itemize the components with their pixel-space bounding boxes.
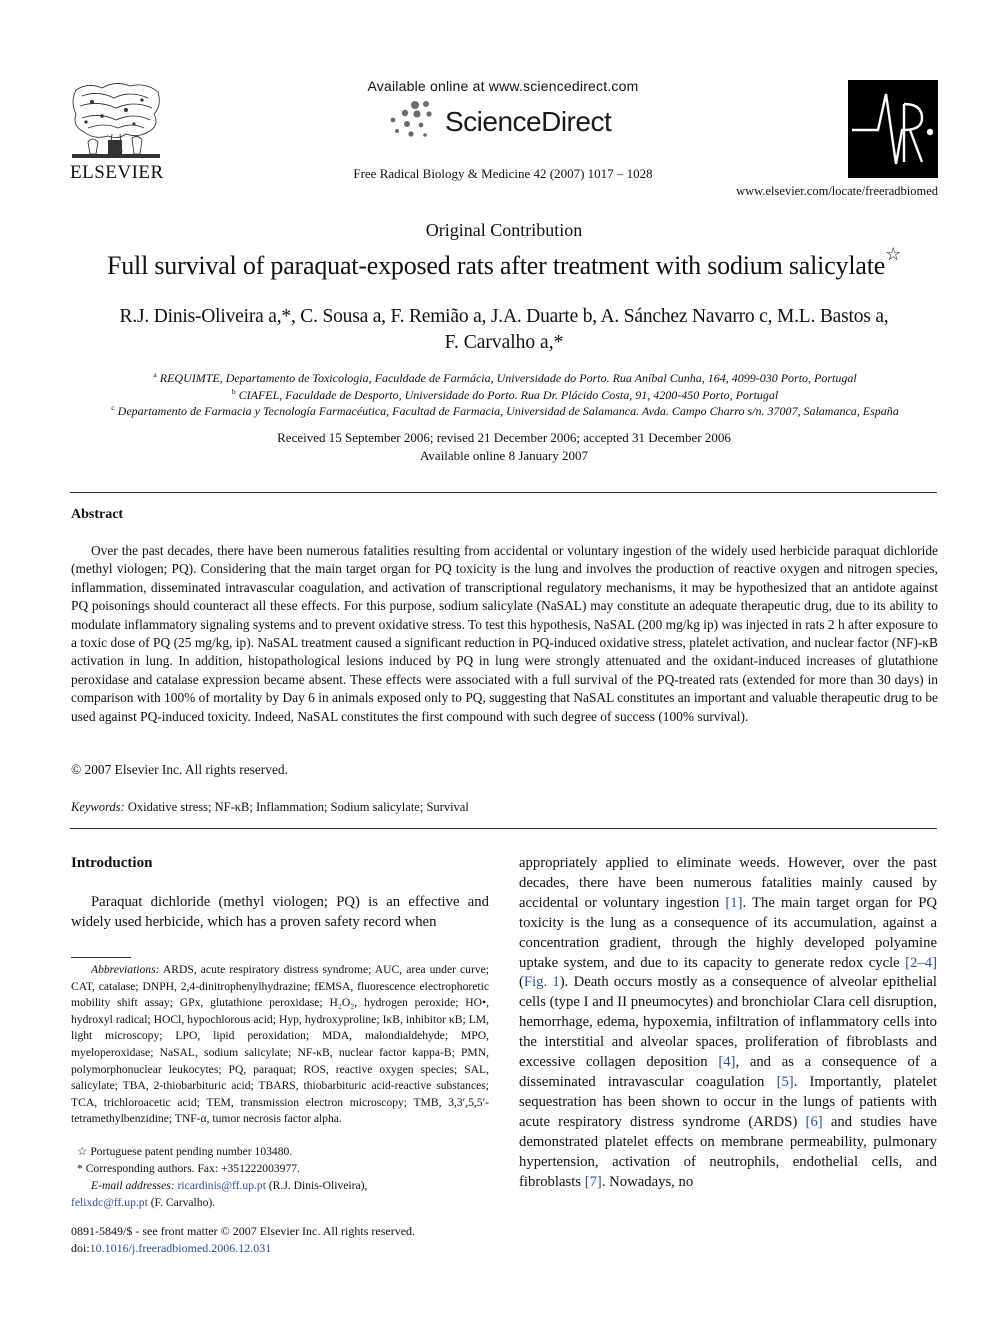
email-label: E-mail addresses: xyxy=(91,1179,175,1192)
keywords xyxy=(71,800,469,815)
email-footnote-2 xyxy=(71,1195,215,1212)
issn-line: 0891-5849/$ - see front matter © 2007 Elsevier Inc. All rights reserved. xyxy=(71,1224,416,1238)
affiliation-mark: c xyxy=(111,403,115,412)
right-text-2: . The main target organ for PQ toxicity is the lung as a consequence of its accumulation, against a concentration gradient, through the highly developed polyamine uptake system, and due to its capacity to generate redox cycle xyxy=(519,894,937,971)
journal-citation: Free Radical Biology & Medicine 42 (2007) 1017 – 1028 xyxy=(353,166,653,181)
elsevier-tree-icon xyxy=(68,80,164,162)
affiliation-text: CIAFEL, Faculdade de Desporto, Universidade do Porto. Rua Dr. Plácido Costa, 91, 4200-450 Porto, Portugal xyxy=(238,387,779,402)
figure-ref-1[interactable]: Fig. 1 xyxy=(523,974,560,991)
doi-link[interactable]: 10.1016/j.freeradbiomed.2006.12.031 xyxy=(89,1241,272,1255)
authors-line-1 xyxy=(0,306,992,328)
affiliation-mark: a xyxy=(153,370,157,379)
corresponding-star: * xyxy=(77,1162,83,1175)
affiliation-c xyxy=(60,403,950,420)
elsevier-logo xyxy=(68,80,164,184)
corresponding-footnote xyxy=(77,1161,300,1178)
citation-ref-2-4[interactable]: [2–4] xyxy=(905,954,937,971)
email-link-2[interactable]: felixdc@ff.up.pt xyxy=(71,1196,148,1209)
available-online-date: Available online 8 January 2007 xyxy=(420,448,588,463)
received-dates: Received 15 September 2006; revised 21 December 2006; accepted 31 December 2006 xyxy=(277,430,731,445)
abbreviations-label: Abbreviations: xyxy=(91,963,160,976)
divider-top xyxy=(70,492,937,493)
affiliations xyxy=(60,370,950,420)
corresponding-text: Corresponding authors. Fax: +351222003977. xyxy=(85,1162,300,1175)
frbm-pulse-icon xyxy=(848,80,938,178)
affiliation-mark: b xyxy=(231,386,236,396)
email-name-2: (F. Carvalho). xyxy=(147,1196,216,1209)
citation-ref-7[interactable]: [7] xyxy=(584,1173,602,1190)
right-text-1: appropriately applied to eliminate weeds. However, over the past decades, there have been numerous fatalities mainly caused by accidental or voluntary ingestion xyxy=(519,855,937,911)
affiliation-a xyxy=(60,370,950,387)
sciencedirect-logo xyxy=(385,100,625,144)
available-online-text[interactable]: Available online at www.sciencedirect.com xyxy=(367,78,639,94)
article-title xyxy=(0,244,992,281)
intro-paragraph-left: Paraquat dichloride (methyl viologen; PQ) is an effective and widely used herbicide, which has a proven safety record when xyxy=(71,894,489,930)
patent-text: Portuguese patent pending number 103480. xyxy=(90,1145,293,1158)
citation-ref-4[interactable]: [4] xyxy=(718,1054,736,1071)
authors-text-2: F. Carvalho a,* xyxy=(444,332,564,353)
section-type: Original Contribution xyxy=(425,220,583,240)
right-text-3: ( xyxy=(519,974,524,991)
abbreviations-footnote xyxy=(71,962,489,1128)
affiliation-text: REQUIMTE, Departamento de Toxicologia, Faculdade de Farmácia, Universidade do Porto. Rua Aníbal Cunha, 164, 4099-030 Porto, Portugal xyxy=(159,371,857,385)
keywords-list: Oxidative stress; NF-κB; Inflammation; Sodium salicylate; Survival xyxy=(127,800,469,814)
abstract-body xyxy=(71,542,938,726)
journal-cover-logo xyxy=(848,80,938,178)
intro-paragraph-right xyxy=(519,854,937,1192)
email-footnote xyxy=(91,1178,489,1195)
doi-line xyxy=(71,1241,271,1256)
right-text-5: , and as a consequence of a disseminated intravascular coagulation xyxy=(519,1054,938,1090)
abbreviations-text: ARDS, acute respiratory distress syndrome; AUC, area under curve; CAT, catalase; DNPH, 2,4-dinitrophenylhydrazine; fEMSA, fluorescence electrophoretic mobility shift assay; GPx, glutathione peroxidase; H₂O₂, hydrogen peroxide; HO•, hydroxyl radical; HOCl, hypochlorous acid; Hyp, hydroxyproline; IκB, inhibitor κB; LM, light microscopy; LPO, lipid peroxidation; MDA, malondialdehyde; MPO, myeloperoxidase; NaSAL, sodium salicylate; NF-κB, nuclear factor kappa-B; PMN, polymorphonuclear leukocytes; PQ, paraquat; ROS, reactive oxygen species; SAL, salicylate; TBA, 2-thiobarbituric acid; TBARS, thiobarbituric acid-reactive substances; TCA, trichloroacetic acid; TEM, transmission electron microscopy; TMB, 3,3′,5,5′-tetramethylbenzidine; TNF-α, tumor necrosis factor alpha. xyxy=(71,963,489,1126)
article-title-text: Full survival of paraquat-exposed rats after treatment with sodium salicylate xyxy=(106,251,886,280)
doi-label: doi: xyxy=(71,1241,90,1255)
title-footnote-star[interactable]: ☆ xyxy=(885,244,902,265)
email-link-1[interactable]: ricardinis@ff.up.pt xyxy=(177,1179,266,1192)
affiliation-text: Departamento de Farmacia y Tecnología Farmacéutica, Facultad de Farmacia, Universidad de Salamanca. Avda. Campo Charro s/n. 37007, Salamanca, España xyxy=(117,404,899,418)
journal-url[interactable]: www.elsevier.com/locate/freeradbiomed xyxy=(736,184,938,198)
affiliation-b xyxy=(60,387,950,404)
footnote-rule xyxy=(71,957,131,958)
authors-text-1: R.J. Dinis-Oliveira a,*, C. Sousa a, F. Remião a, J.A. Duarte b, A. Sánchez Navarro c, M.L. Bastos a, xyxy=(119,306,889,327)
sciencedirect-wordmark: ScienceDirect xyxy=(445,106,612,137)
citation-ref-5[interactable]: [5] xyxy=(776,1073,794,1090)
right-text-6: . Importantly, platelet sequestration has been shown to occur in the lungs of patients with acute respiratory distress syndrome (ARDS) xyxy=(519,1073,937,1130)
right-text-7: and studies have demonstrated platelet effects on membrane permeability, pulmonary hypertension, activation of neutrophils, endothelial cells, and fibroblasts xyxy=(519,1113,938,1190)
intro-heading: Introduction xyxy=(71,855,153,871)
abstract-heading: Abstract xyxy=(71,507,124,522)
elsevier-wordmark: ELSEVIER xyxy=(70,162,164,183)
patent-star: ☆ xyxy=(77,1145,88,1158)
right-text-4: ). Death occurs mostly as a consequence of alveolar epithelial cells (type I and II pneumocytes) and bronchiolar Clara cell disruption, hemorrhage, edema, hypoxemia, infiltration of inflammatory cells into the interstitial and alveolar spaces, proliferation of fibroblasts and excessive collagen deposition xyxy=(519,974,938,1071)
sciencedirect-dots-icon xyxy=(385,100,443,140)
citation-ref-1[interactable]: [1] xyxy=(725,894,743,911)
abstract-copyright: © 2007 Elsevier Inc. All rights reserved. xyxy=(71,762,288,777)
right-text-8: . Nowadays, no xyxy=(601,1173,694,1190)
citation-ref-6[interactable]: [6] xyxy=(805,1113,823,1130)
divider-bottom xyxy=(70,828,937,829)
abstract-text: Over the past decades, there have been numerous fatalities resulting from accidental or voluntary ingestion of the widely used herbicide paraquat dichloride (methyl viologen; PQ). Considering that the main target organ for PQ toxicity is the lung and involves the production of reactive oxygen and nitrogen species, inflammation, disseminated intravascular coagulation, and activation of transcriptional regulatory mechanisms, it may be hypothesized that an antidote against PQ poisonings should counteract all these effects. For this purpose, sodium salicylate (NaSAL) may constitute an adequate therapeutic drug, due to its ability to modulate inflammatory signaling systems and to prevent oxidative stress. To test this hypothesis, NaSAL (200 mg/kg ip) was injected in rats 2 h after exposure to a toxic dose of PQ (25 mg/kg, ip). NaSAL treatment caused a significant reduction in PQ-induced oxidative stress, platelet activation, and nuclear factor (NF)-κB activation in lung. In addition, histopathological lesions induced by PQ in lung were strongly attenuated and the oxidant-induced increases of glutathione peroxidase and catalase expression became absent. These effects were associated with a full survival of the PQ-treated rats (extended for more than 30 days) in comparison with 100% of mortality by Day 6 in animals exposed only to PQ, suggesting that NaSAL constitutes an important and valuable therapeutic drug to be used against PQ-induced toxicity. Indeed, NaSAL constitutes the first compound with such degree of success (100% survival). xyxy=(71,543,938,724)
email-name-1: (R.J. Dinis-Oliveira), xyxy=(265,1179,368,1192)
keywords-label: Keywords: xyxy=(71,800,125,814)
patent-footnote xyxy=(77,1144,292,1161)
authors-line-2 xyxy=(0,332,992,354)
